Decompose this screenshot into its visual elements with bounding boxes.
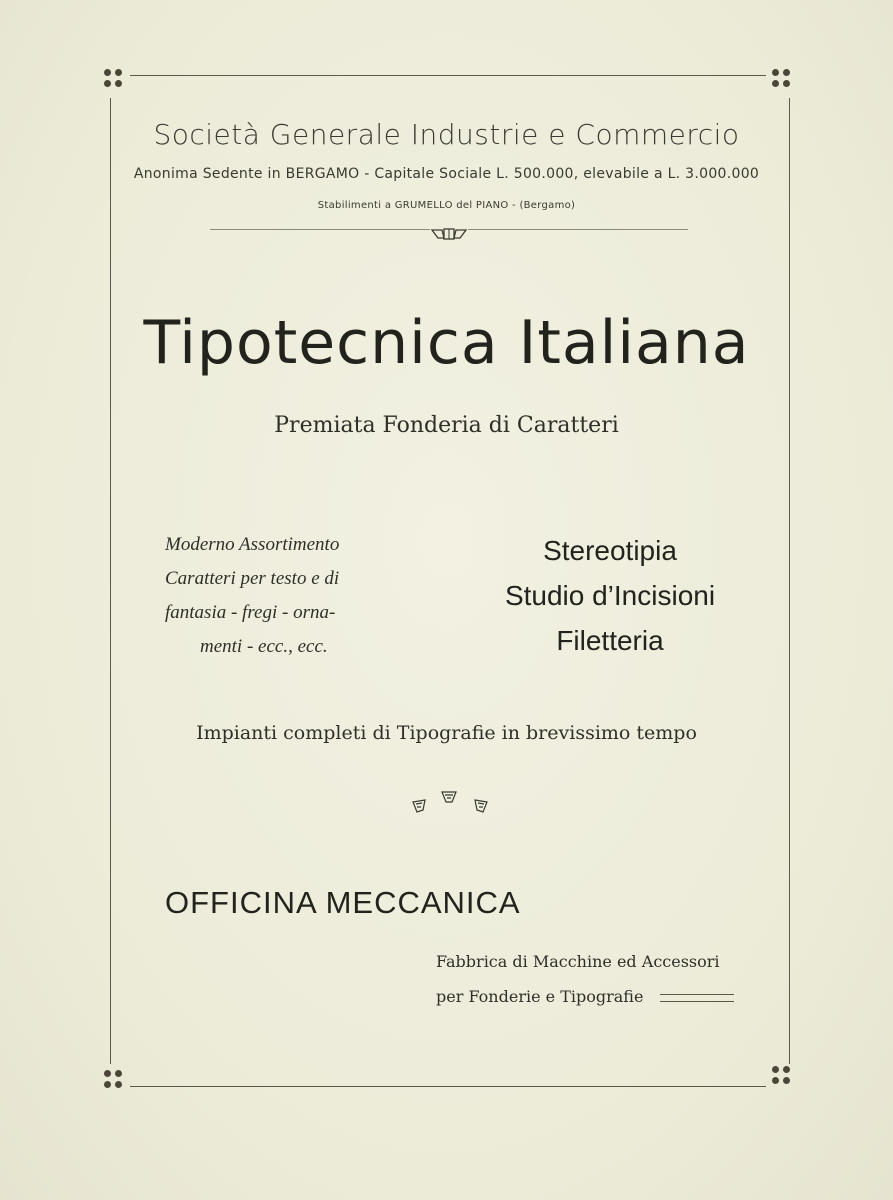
right-column-line: Stereotipia [543,535,677,566]
right-column [470,528,750,663]
corner-ornament-top-left [104,69,126,91]
corner-ornament-bottom-right [772,1066,794,1088]
corner-ornament-top-right [772,69,794,91]
left-column [165,528,395,664]
left-column-line: menti - ecc., ecc. [200,636,328,657]
double-rule-divider [660,994,734,1002]
winged-ornament-icon [430,226,468,244]
main-title: Tipotecnica Italiana [143,308,750,378]
officina-title: OFFICINA MECCANICA [165,885,521,920]
corner-ornament-bottom-left [104,1070,126,1092]
company-name: Società Generale Industrie e Commercio [153,118,740,151]
frame-left-rule [110,98,111,1064]
fleuron-ornament-icon [405,790,495,814]
impianti-line: Impianti completi di Tipografie in brevissimo tempo [196,722,697,744]
officina-line-1: Fabbrica di Macchine ed Accessori [436,952,720,971]
right-column-line: Studio d’Incisioni [504,580,716,611]
right-column-line: Filetteria [556,625,664,656]
officina-line-2: per Fonderie e Tipografie [436,987,644,1006]
left-column-line: fantasia - fregi - orna- [165,602,336,623]
left-column-line: Caratteri per testo e di [165,568,340,589]
frame-top-rule [130,75,766,76]
subtitle: Premiata Fonderia di Caratteri [274,413,619,438]
frame-right-rule [789,98,790,1064]
frame-bottom-rule [130,1086,766,1087]
plants-location: Stabilimenti a GRUMELLO del PIANO - (Bergamo) [317,200,576,211]
company-details: Anonima Sedente in BERGAMO - Capitale Sociale L. 500.000, elevabile a L. 3.000.000 [133,166,760,182]
left-column-line: Moderno Assortimento [165,534,340,555]
